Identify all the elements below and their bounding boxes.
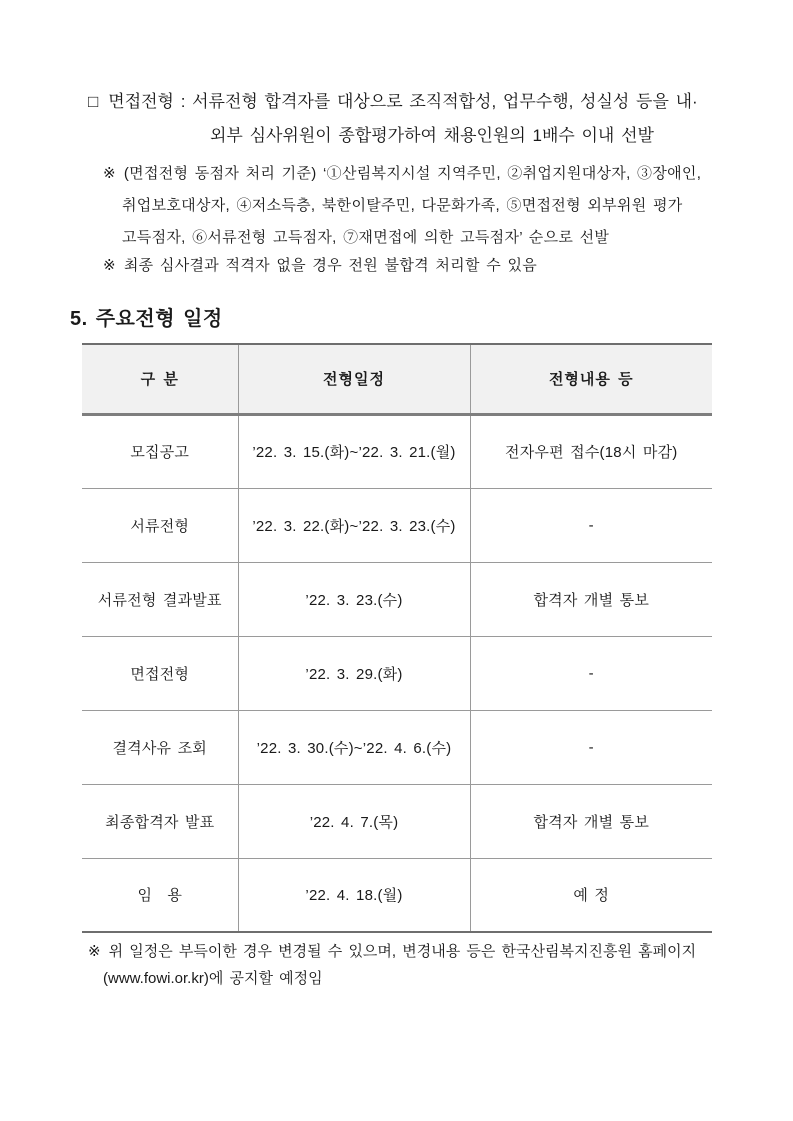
interview-screening-line-1	[88, 91, 793, 113]
table-row	[82, 414, 712, 488]
section-heading-schedule: 5. 주요전형 일정	[70, 308, 223, 330]
table-row	[82, 710, 712, 784]
reference-mark: ※	[88, 943, 101, 960]
tiebreaker-note-line-2: 취업보호대상자, ④저소득층, 북한이탈주민, 다문화가족, ⑤면접전형 외부위원 평가	[122, 197, 683, 214]
square-bullet-marker: □	[88, 92, 99, 111]
cell-schedule: ’22. 3. 15.(화)~’22. 3. 21.(월)	[238, 414, 470, 488]
table-row	[82, 636, 712, 710]
cell-category: 면접전형	[82, 636, 238, 710]
final-review-note	[103, 256, 793, 275]
table-row	[82, 562, 712, 636]
table-row	[82, 488, 712, 562]
schedule-table	[82, 343, 712, 933]
tiebreaker-note-line-1	[103, 164, 793, 183]
schedule-footnote-text: 위 일정은 부득이한 경우 변경될 수 있으며, 변경내용 등은 한국산림복지진흥원 홈페이지	[108, 943, 697, 960]
final-review-note-text: 최종 심사결과 적격자 없을 경우 전원 불합격 처리할 수 있음	[123, 257, 538, 274]
cell-category: 임 용	[82, 858, 238, 932]
cell-content: 합격자 개별 통보	[470, 784, 712, 858]
schedule-footnote-line-2: (www.fowi.or.kr)에 공지할 예정임	[103, 970, 323, 987]
table-header-row	[82, 344, 712, 414]
reference-mark: ※	[103, 257, 116, 274]
tiebreaker-note-line-3: 고득점자, ⑥서류전형 고득점자, ⑦재면접에 의한 고득점자’ 순으로 선발	[122, 229, 610, 246]
cell-content: -	[470, 710, 712, 784]
cell-content: -	[470, 636, 712, 710]
cell-content: 예 정	[470, 858, 712, 932]
cell-content: -	[470, 488, 712, 562]
col-header-content: 전형내용 등	[470, 344, 712, 414]
col-header-category: 구 분	[82, 344, 238, 414]
cell-category: 서류전형 결과발표	[82, 562, 238, 636]
cell-content: 전자우편 접수(18시 마감)	[470, 414, 712, 488]
col-header-schedule: 전형일정	[238, 344, 470, 414]
cell-schedule: ’22. 3. 23.(수)	[238, 562, 470, 636]
tiebreaker-note-text-1: (면접전형 동점자 처리 기준) ‘①산림복지시설 지역주민, ②취업지원대상자, ③장애인,	[123, 165, 702, 182]
schedule-footnote-line-1	[88, 942, 793, 961]
cell-schedule: ’22. 3. 22.(화)~’22. 3. 23.(수)	[238, 488, 470, 562]
cell-schedule: ’22. 4. 7.(목)	[238, 784, 470, 858]
table-row	[82, 784, 712, 858]
cell-category: 최종합격자 발표	[82, 784, 238, 858]
interview-screening-line-2: 외부 심사위원이 종합평가하여 채용인원의 1배수 이내 선발	[210, 126, 654, 145]
interview-screening-text: 면접전형 : 서류전형 합격자를 대상으로 조직적합성, 업무수행, 성실성 등을 내·	[108, 92, 698, 111]
cell-category: 결격사유 조회	[82, 710, 238, 784]
table-row	[82, 858, 712, 932]
cell-category: 모집공고	[130, 444, 190, 461]
cell-content: 합격자 개별 통보	[470, 562, 712, 636]
cell-category: 서류전형	[82, 488, 238, 562]
reference-mark: ※	[103, 165, 116, 182]
cell-schedule: ’22. 4. 18.(월)	[238, 858, 470, 932]
cell-schedule: ’22. 3. 29.(화)	[238, 636, 470, 710]
cell-schedule: ’22. 3. 30.(수)~’22. 4. 6.(수)	[238, 710, 470, 784]
